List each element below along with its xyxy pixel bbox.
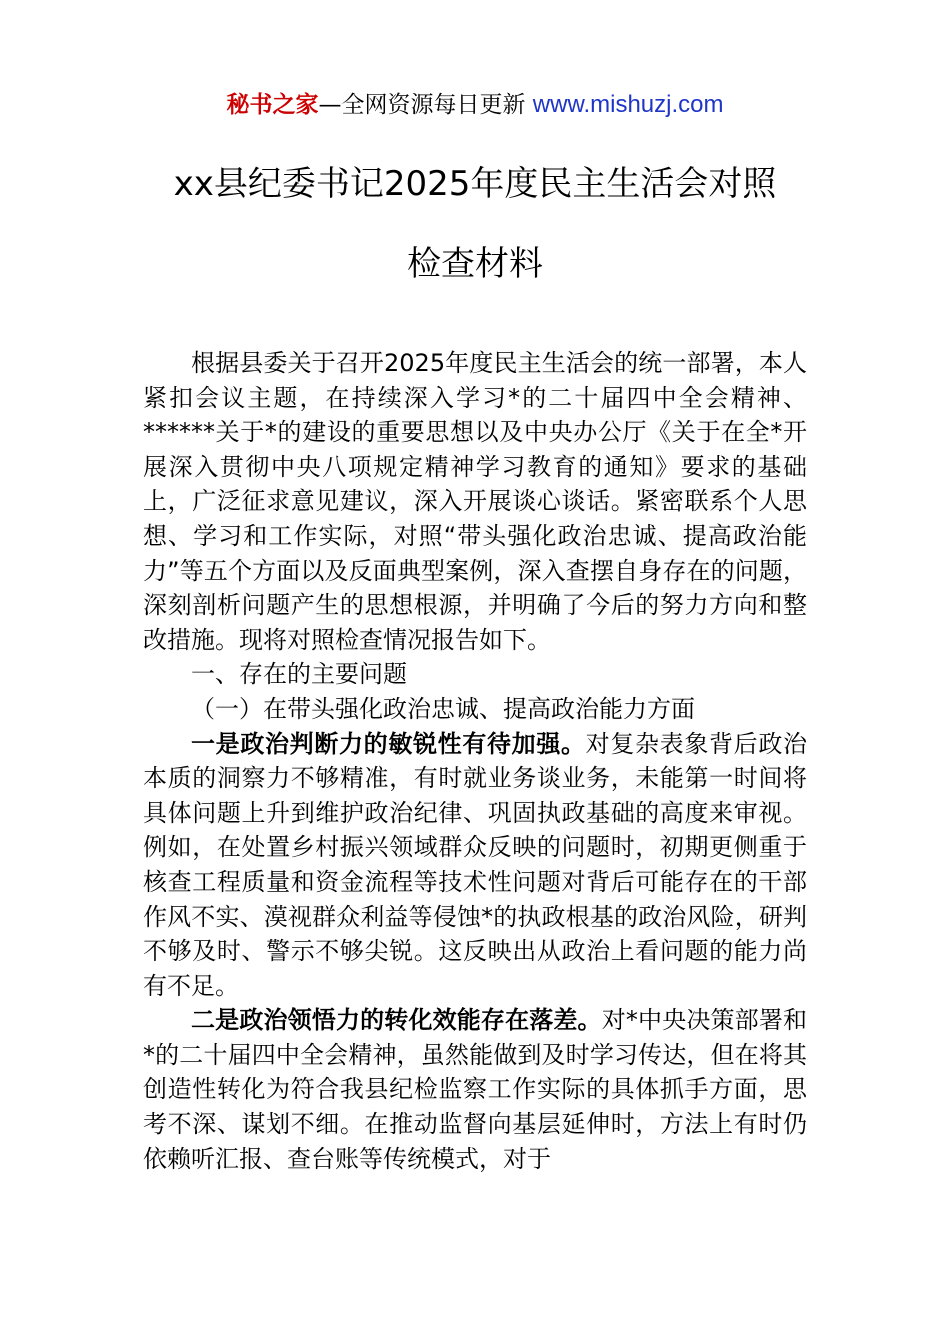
site-header <box>0 88 950 122</box>
point-2-lead: 二是政治领悟力的转化效能存在落差。 <box>191 1006 602 1035</box>
subsection-heading: （一）在带头强化政治忠诚、提高政治能力方面 <box>191 694 695 723</box>
document-title <box>100 160 850 288</box>
point-paragraph-1 <box>143 727 807 1004</box>
site-tagline: —全网资源每日更新 <box>318 92 533 118</box>
site-brand: 秘书之家 <box>226 92 319 118</box>
intro-paragraph: 根据县委关于召开2025年度民主生活会的统一部署，本人紧扣会议主题，在持续深入学习*的二十届四中全会精神、******关于*的建设的重要思想以及中央办公厅《关于在全*开展深入贯彻中央八项规定精神学习教育的通知》要求的基础上，广泛征求意见建议，深入开展谈心谈话。紧密联系个人思想、学习和工作实际，对照“带头强化政治忠诚、提高政治能力”等五个方面以及反面典型案例，深入查摆自身存在的问题，深刻剖析问题产生的思想根源，并明确了今后的努力方向和整改措施。现将对照检查情况报告如下。 <box>143 349 807 654</box>
point-2-text: 对*中央决策部署和*的二十届四中全会精神，虽然能做到及时学习传达，但在将其创造性转化为符合我县纪检监察工作实际的具体抓手方面，思考不深、谋划不细。在推动监督向基层延伸时，方法上有时仍依赖听汇报、查台账等传统模式，对于 <box>143 1006 807 1173</box>
document-title-line-2: 检查材料 <box>407 244 543 284</box>
document-body <box>143 346 807 1176</box>
point-1-lead: 一是政治判断力的敏锐性有待加强。 <box>191 729 586 758</box>
document-title-line-1: xx县纪委书记2025年度民主生活会对照 <box>173 164 777 204</box>
point-1-text: 对复杂表象背后政治本质的洞察力不够精准，有时就业务谈业务，未能第一时间将具体问题上升到维护政治纪律、巩固执政基础的高度来审视。例如，在处置乡村振兴领域群众反映的问题时，初期更侧重于核查工程质量和资金流程等技术性问题对背后可能存在的干部作风不实、漠视群众利益等侵蚀*的执政根基的政治风险，研判不够及时、警示不够尖锐。这反映出从政治上看问题的能力尚有不足。 <box>143 729 808 1000</box>
section-heading: 一、存在的主要问题 <box>191 660 407 689</box>
site-url-link[interactable]: www.mishuzj.com <box>532 91 724 118</box>
point-paragraph-2 <box>143 1003 807 1176</box>
